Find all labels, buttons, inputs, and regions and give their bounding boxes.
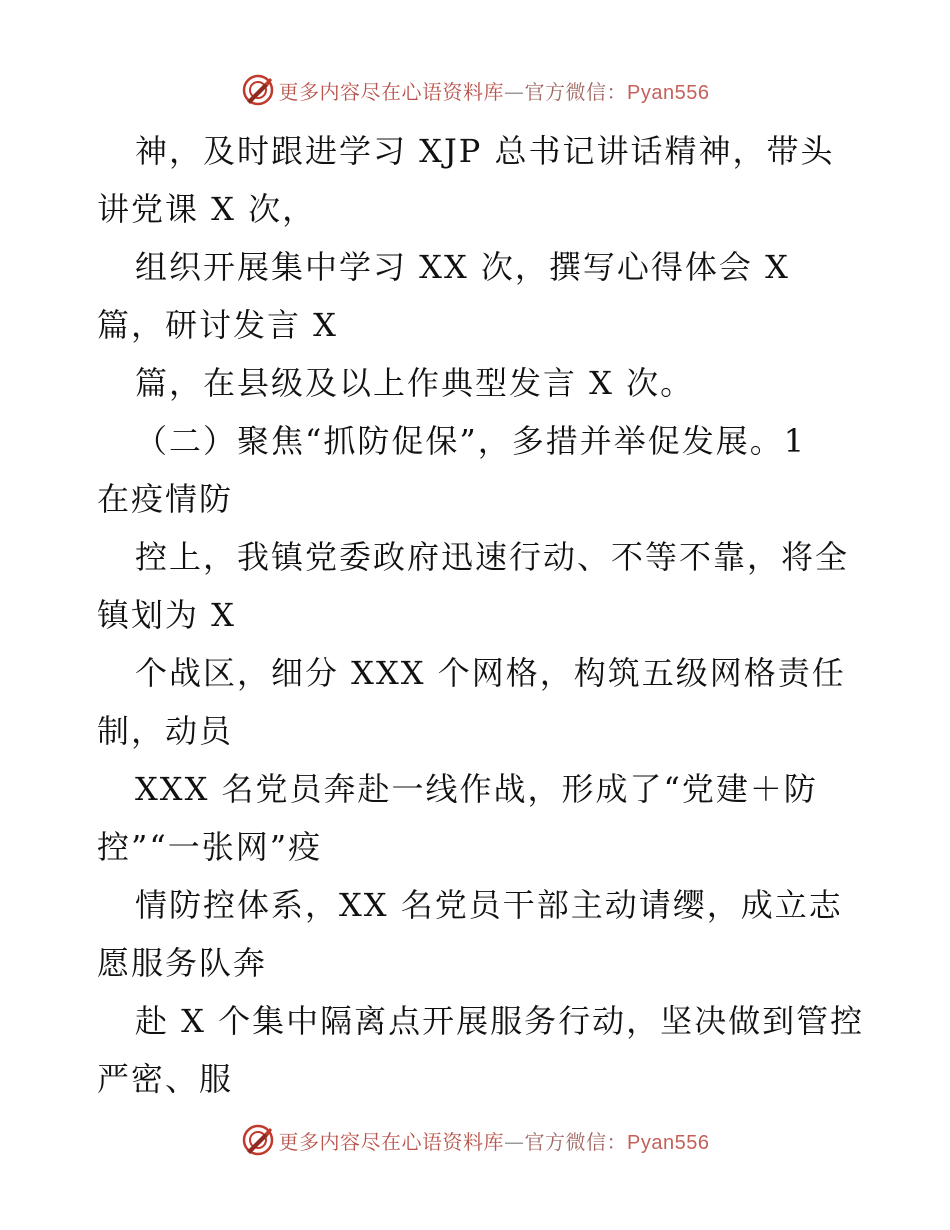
text-line: XXX 名党员奔赴一线作战，形成了“党建＋防 xyxy=(135,770,818,808)
text-line: 情防控体系，XX 名党员干部主动请缨，成立志 xyxy=(135,886,843,924)
text-line: 赴 X 个集中隔离点开展服务行动，坚决做到管控 xyxy=(135,1002,865,1040)
watermark-banner-top xyxy=(0,70,950,110)
logo-icon xyxy=(241,73,275,107)
text-line: 控上，我镇党委政府迅速行动、不等不靠，将全 xyxy=(135,538,850,576)
watermark-banner-bottom xyxy=(0,1120,950,1160)
text-line: 在疫情防 xyxy=(97,480,234,518)
text-line: 篇，研讨发言 X xyxy=(97,306,338,344)
text-line: 组织开展集中学习 XX 次，撰写心得体会 X xyxy=(135,248,790,286)
text-line: 个战区，细分 XXX 个网格，构筑五级网格责任 xyxy=(135,654,846,692)
watermark-text: 更多内容尽在心语资料库—官方微信：Pyan556 xyxy=(278,1129,710,1154)
watermark-text: 更多内容尽在心语资料库—官方微信：Pyan556 xyxy=(278,79,710,104)
text-line: （二）聚焦“抓防促保”，多措并举促发展。1 xyxy=(135,422,807,460)
text-line: 篇，在县级及以上作典型发言 X 次。 xyxy=(135,364,695,402)
document-body xyxy=(97,122,867,1108)
logo-icon xyxy=(241,1123,275,1157)
text-line: 神，及时跟进学习 XJP 总书记讲话精神，带头 xyxy=(135,132,835,170)
text-line: 控”“一张网”疫 xyxy=(97,828,323,866)
text-line: 制，动员 xyxy=(97,712,234,750)
text-line: 愿服务队奔 xyxy=(97,944,268,982)
text-line: 严密、服 xyxy=(97,1060,234,1098)
text-line: 镇划为 X xyxy=(97,596,236,634)
text-line: 讲党课 X 次， xyxy=(97,190,317,228)
